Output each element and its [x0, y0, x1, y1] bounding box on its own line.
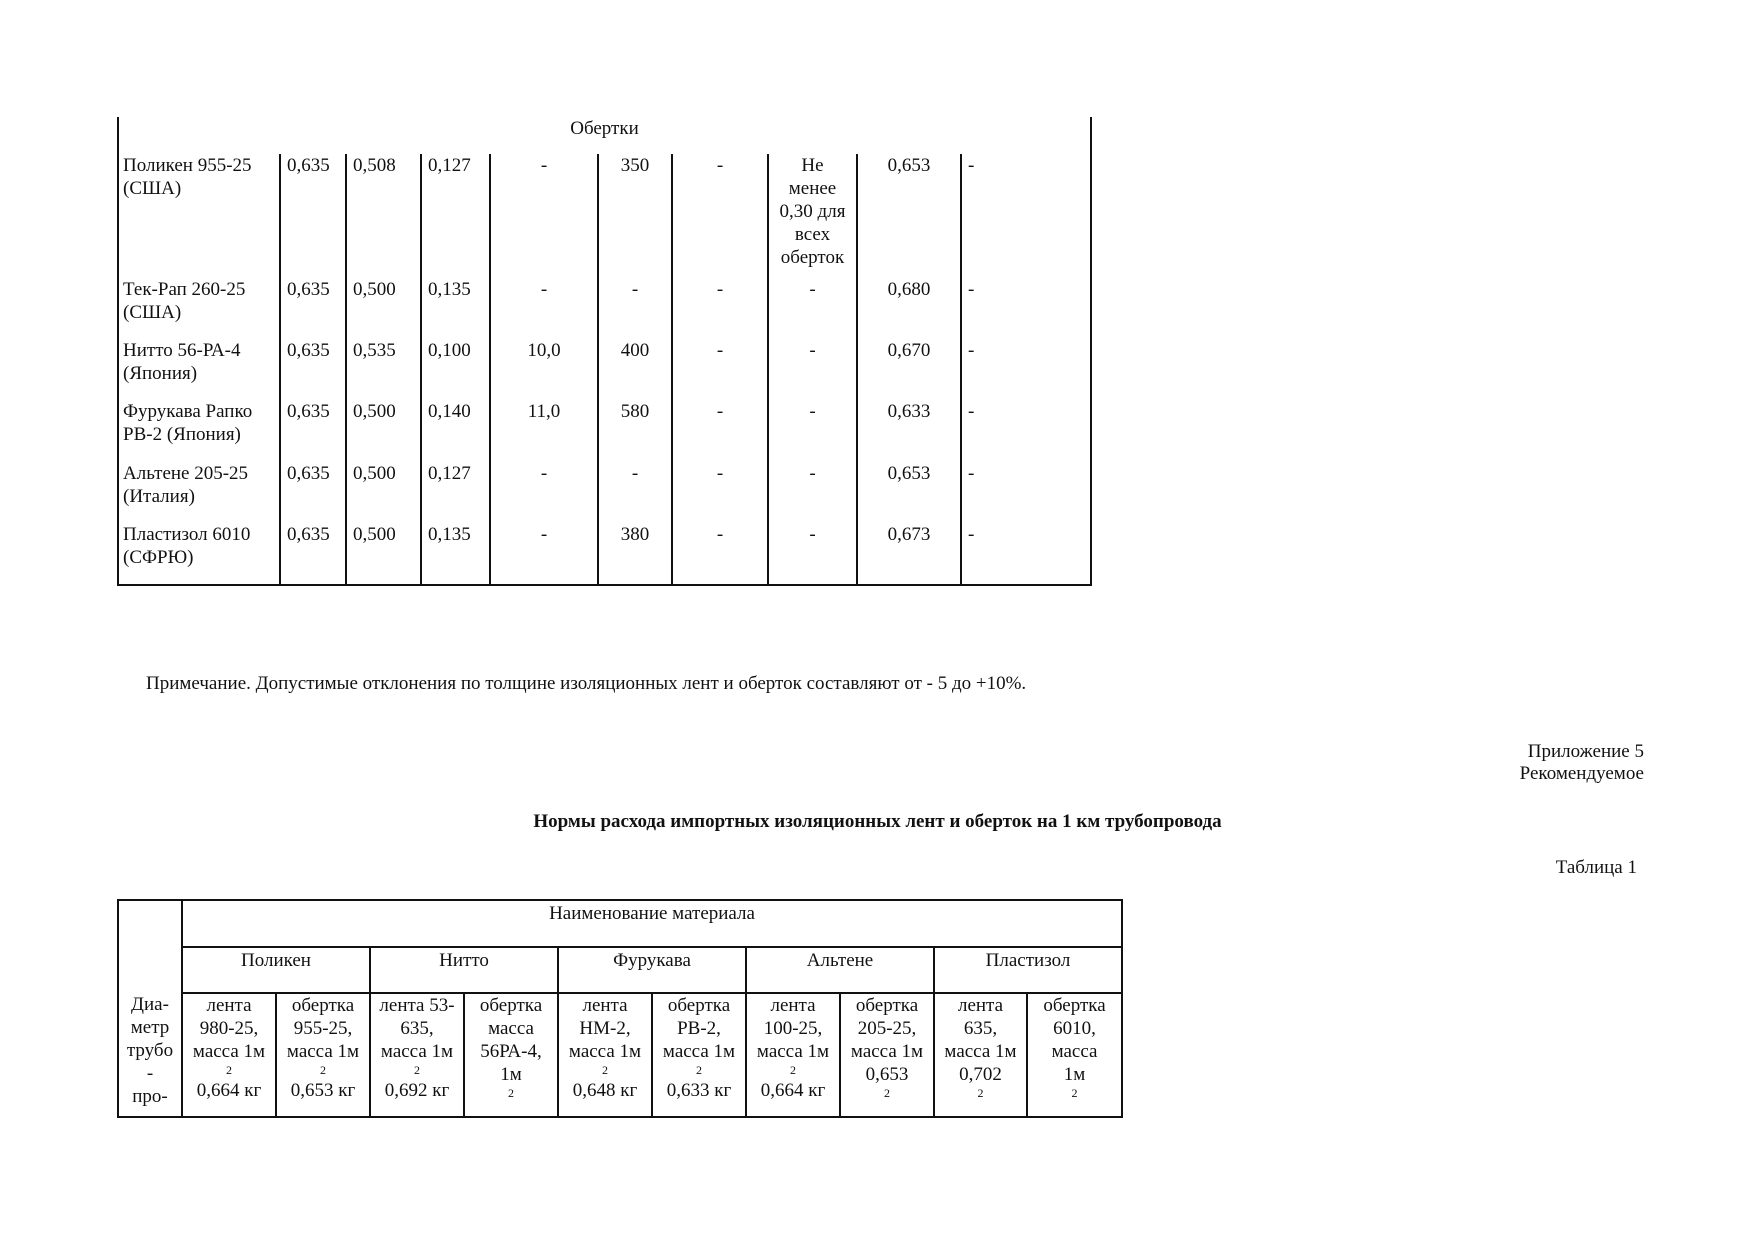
material-name-line: (США) [123, 302, 182, 323]
material-cell-line: лента [206, 995, 252, 1016]
material-cell-line: масса 1м [380, 1041, 454, 1062]
superscript: 2 [884, 1086, 890, 1100]
mass-value: 0,664 кг [760, 1080, 826, 1101]
value-cell: - [672, 339, 768, 400]
material-cell [746, 993, 840, 1117]
mass-value: 0,633 кг [666, 1080, 732, 1101]
material-cell-line: 0,702 [959, 1064, 1002, 1085]
material-cell-line: лента 53- [379, 995, 455, 1016]
value-cell [768, 154, 857, 278]
material-cell-line: масса 1м [568, 1041, 642, 1062]
material-cell-line: обертка [855, 995, 919, 1016]
material-name [118, 154, 280, 278]
superscript: 2 [414, 1063, 420, 1077]
material-cell-line: масса 1м [944, 1041, 1017, 1062]
material-cell-line: масса [488, 1018, 534, 1039]
value-cell: 0,633 [857, 400, 961, 462]
material-cell-line: 980-25, [199, 1018, 259, 1039]
value-cell: 0,135 [421, 278, 490, 339]
wraps-table [117, 117, 1092, 586]
value-cell: 0,535 [346, 339, 421, 400]
value-cell: 0,500 [346, 278, 421, 339]
group-header: Нитто [370, 947, 558, 993]
group-header: Пластизол [934, 947, 1122, 993]
material-cell-line: масса 1м [192, 1041, 266, 1062]
material-name-line: Фурукава Рапко [123, 401, 253, 422]
material-name-line: (Япония) [123, 363, 198, 384]
material-cell-line: масса 1м [756, 1041, 830, 1062]
material-cell-line: 1м [1063, 1064, 1086, 1085]
table-row [118, 523, 1091, 585]
value-cell: - [598, 462, 672, 523]
material-name-line: (США) [123, 178, 182, 199]
value-cell: 0,635 [280, 400, 346, 462]
diameter-header-top [118, 900, 182, 993]
material-cell-line: 1м [500, 1064, 522, 1085]
value-cell: 0,653 [857, 462, 961, 523]
superscript: 2 [320, 1063, 326, 1077]
appendix-status: Рекомендуемое [1519, 763, 1644, 784]
value-cell: 580 [598, 400, 672, 462]
value-cell: - [490, 278, 598, 339]
superscript: 2 [696, 1063, 702, 1077]
material-name-line: (Италия) [123, 486, 195, 507]
value-cell [768, 462, 857, 523]
material-cell-line: лента [770, 995, 816, 1016]
value-line: 0,30 для [779, 201, 846, 222]
table-row [118, 154, 1091, 278]
material-cell [840, 993, 934, 1117]
value-cell: 380 [598, 523, 672, 585]
value-cell: 11,0 [490, 400, 598, 462]
material-cell-line: обертка [291, 995, 355, 1016]
value-cell: 0,635 [280, 339, 346, 400]
value-cell: - [672, 462, 768, 523]
material-cell-line: РВ-2, [677, 1018, 721, 1039]
value-cell: 0,670 [857, 339, 961, 400]
material-cell [276, 993, 370, 1117]
material-cell-line: лента [582, 995, 628, 1016]
value-cell: 0,135 [421, 523, 490, 585]
material-header: Наименование материала [182, 900, 1122, 947]
diameter-label-line: метр [130, 1017, 170, 1038]
material-name-line: Нитто 56-РА-4 [123, 340, 241, 361]
superscript: 2 [508, 1086, 514, 1100]
material-cell-line: 0,653 [865, 1064, 909, 1085]
material-name-line: РВ-2 (Япония) [123, 424, 241, 445]
value-cell: - [672, 400, 768, 462]
value-cell: - [961, 462, 1091, 523]
material-cell-line: обертка [479, 995, 543, 1016]
material-cell [558, 993, 652, 1117]
table-row [118, 278, 1091, 339]
material-name-line: Тек-Рап 260-25 [123, 279, 246, 300]
material-cell-line: масса 1м [662, 1041, 736, 1062]
value-cell: 10,0 [490, 339, 598, 400]
material-name-line: Пластизол 6010 [123, 524, 251, 545]
value-cell: - [490, 523, 598, 585]
table-row [118, 400, 1091, 462]
value-cell: - [672, 278, 768, 339]
value-cell: 0,500 [346, 523, 421, 585]
material-cell-line: лента [957, 995, 1004, 1016]
value-cell: - [961, 278, 1091, 339]
material-cell [182, 993, 276, 1117]
material-name [118, 523, 280, 585]
value-line: - [809, 524, 816, 545]
material-name [118, 462, 280, 523]
material-cell-line: 635, [963, 1018, 998, 1039]
value-cell: 0,127 [421, 154, 490, 278]
value-cell: 350 [598, 154, 672, 278]
value-cell: 0,635 [280, 523, 346, 585]
value-cell [768, 339, 857, 400]
value-cell: 0,500 [346, 400, 421, 462]
value-line: менее [788, 178, 837, 199]
appendix-label: Приложение 5 [1527, 741, 1644, 762]
value-cell: - [490, 154, 598, 278]
value-line: - [809, 401, 816, 422]
material-cell-line: масса 1м [850, 1041, 924, 1062]
value-cell: 0,500 [346, 462, 421, 523]
value-line: - [809, 463, 816, 484]
value-cell: - [961, 523, 1091, 585]
material-cell-line: обертка [1043, 995, 1106, 1016]
value-cell: - [961, 339, 1091, 400]
value-cell: 0,127 [421, 462, 490, 523]
value-cell: 0,653 [857, 154, 961, 278]
table-number: Таблица 1 [1555, 857, 1637, 878]
diameter-label-line: - [146, 1063, 154, 1084]
material-cell-line: 56РА-4, [480, 1041, 542, 1062]
diameter-label [118, 993, 182, 1117]
value-cell: - [961, 154, 1091, 278]
mass-value: 0,692 кг [384, 1080, 450, 1101]
superscript: 2 [977, 1086, 984, 1100]
value-cell: - [672, 154, 768, 278]
superscript: 2 [226, 1063, 232, 1077]
material-cell [652, 993, 746, 1117]
material-name-line: Альтене 205-25 [123, 463, 249, 484]
material-cell-line: 205-25, [857, 1018, 917, 1039]
material-name [118, 278, 280, 339]
value-line: всех [794, 224, 831, 245]
value-cell: 0,100 [421, 339, 490, 400]
material-name [118, 400, 280, 462]
wraps-caption: Обертки [118, 117, 1091, 154]
table-row [118, 462, 1091, 523]
mass-value: 0,664 кг [196, 1080, 262, 1101]
superscript: 2 [790, 1063, 796, 1077]
material-cell-line: 635, [400, 1018, 434, 1039]
value-cell [768, 523, 857, 585]
value-cell: - [490, 462, 598, 523]
value-cell: - [961, 400, 1091, 462]
group-header: Фурукава [558, 947, 746, 993]
value-cell: 0,635 [280, 462, 346, 523]
diameter-label-line: трубо [126, 1040, 174, 1061]
material-cell [1027, 993, 1122, 1117]
superscript: 2 [1071, 1086, 1078, 1100]
value-line: оберток [780, 247, 845, 268]
mass-value: 0,653 кг [290, 1080, 356, 1101]
group-header: Поликен [182, 947, 370, 993]
value-cell: 0,508 [346, 154, 421, 278]
material-cell [370, 993, 464, 1117]
superscript: 2 [602, 1063, 608, 1077]
consumption-table [117, 899, 1123, 1118]
value-cell [768, 400, 857, 462]
diameter-label-line: Диа- [131, 994, 169, 1015]
material-cell-line: 955-25, [293, 1018, 353, 1039]
material-cell-line: масса 1м [286, 1041, 360, 1062]
material-name [118, 339, 280, 400]
material-cell-line: масса [1051, 1041, 1098, 1062]
material-cell-line: НМ-2, [579, 1018, 631, 1039]
material-name-line: Поликен 955-25 [123, 155, 252, 176]
material-cell-line: 6010, [1053, 1018, 1096, 1039]
value-cell: 0,140 [421, 400, 490, 462]
material-cell-line: 100-25, [763, 1018, 823, 1039]
section-title: Нормы расхода импортных изоляционных лент и оберток на 1 км трубопровода [533, 811, 1222, 832]
value-cell: - [672, 523, 768, 585]
value-line: Не [801, 155, 824, 176]
note-text: Примечание. Допустимые отклонения по толщине изоляционных лент и оберток составляют от - 5 до +10%. [146, 673, 1027, 694]
material-cell-line: обертка [667, 995, 731, 1016]
value-cell [768, 278, 857, 339]
value-cell: 400 [598, 339, 672, 400]
value-cell: 0,680 [857, 278, 961, 339]
material-cell [934, 993, 1027, 1117]
mass-value: 0,648 кг [572, 1080, 638, 1101]
value-cell: - [598, 278, 672, 339]
value-cell: 0,635 [280, 154, 346, 278]
value-cell: 0,673 [857, 523, 961, 585]
material-name-line: (СФРЮ) [123, 547, 194, 568]
value-line: - [809, 279, 816, 300]
material-cell [464, 993, 558, 1117]
value-cell: 0,635 [280, 278, 346, 339]
diameter-label-line: про- [132, 1086, 168, 1107]
table-row [118, 339, 1091, 400]
group-header: Альтене [746, 947, 934, 993]
value-line: - [809, 340, 816, 361]
